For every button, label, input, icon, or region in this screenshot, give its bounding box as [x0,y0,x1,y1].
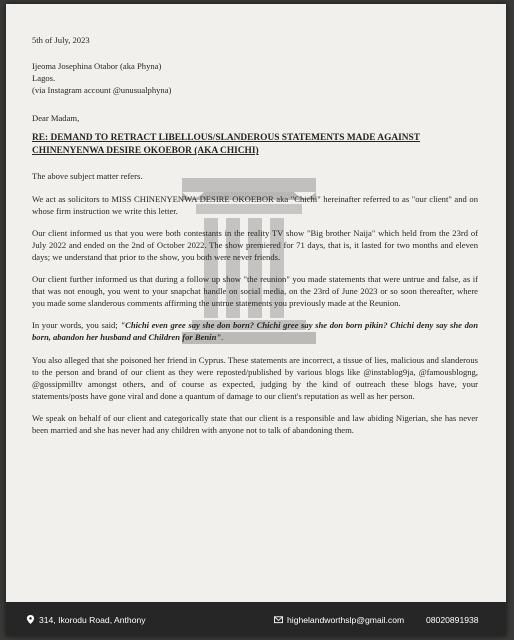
recipient-address [32,60,478,96]
paragraph-6: You also alleged that she poisoned her friend in Cyprus. These statements are incorrect, a tissue of lies, malicious and slanderous to the person and brand of our client as they were reposted/published by various blogs like @instablog9ja, @famousblogng, @gossipmilltv amongst others, and of course as expected, judging by the kind of outreach these blogs have, your statements/posts have gone viral and done a quantum of damage to our client's reputation as well as her person. [32,354,478,401]
letter-page [6,4,506,636]
paragraph-1: The above subject matter refers. [32,171,143,182]
mail-icon [274,615,283,624]
quoted-statement: "Chichi even gree say she don born? Chichi gree say she don born pikin? Chichi deny say she don born, abandon her husband and Children for Benin" [32,320,478,343]
recipient-channel: (via Instagram account @unusualphyna) [32,85,172,96]
paragraph-5 [32,319,478,343]
paragraph-2: We act as solicitors to MISS CHINENYENWA DESIRE OKOEBOR aka "Chichi" hereinafter referred to as "our client" and on whose firm instruction we write this letter. [32,193,478,216]
footer-address-text: 314, Ikorodu Road, Anthony [39,615,146,625]
recipient-city: Lagos. [32,73,56,84]
salutation: Dear Madam, [32,113,80,124]
footer-email [274,615,404,625]
paragraph-4: Our client further informed us that during a follow up show "the reunion" you made statements that were untrue and false, as if that was not enough, you went to your snapchat handle on social media, on the 23rd of June 2023 or so soon thereafter, where you made some slanderous comments affirming the untrue statements you previously made at the Reunion. [32,274,478,309]
subject-line: RE: DEMAND TO RETRACT LIBELLOUS/SLANDEROUS STATEMENTS MADE AGAINST CHINENYENWA DESIRE OKOEBOR (AKA CHICHI) [32,133,421,157]
location-pin-icon [26,615,35,624]
letterhead-footer [6,602,506,636]
paragraph-7: We speak on behalf of our client and categorically state that our client is a responsible and law abiding Nigerian, she has never been married and she has never had any children with anyone not to talk of abandoning them. [32,412,478,435]
quote-end: . [221,332,224,343]
letter-date: 5th of July, 2023 [32,35,90,45]
footer-address [26,615,146,625]
footer-phone: 08020891938 [426,615,479,625]
footer-email-text: highelandworthslp@gmail.com [287,615,405,625]
paragraph-3: Our client informed us that you were both contestants in the reality TV show "Big brother Naija" which held from the 23rd of July 2022 and ended on the 2nd of October 2022. The show premiered for 71 days, that is, it lasted for two months and eleven days; we understand that prior to the show, you both were never friends. [32,227,478,262]
quote-lead: In your words, you said; [32,320,121,331]
recipient-name: Ijeoma Josephina Otabor (aka Phyna) [32,61,162,72]
